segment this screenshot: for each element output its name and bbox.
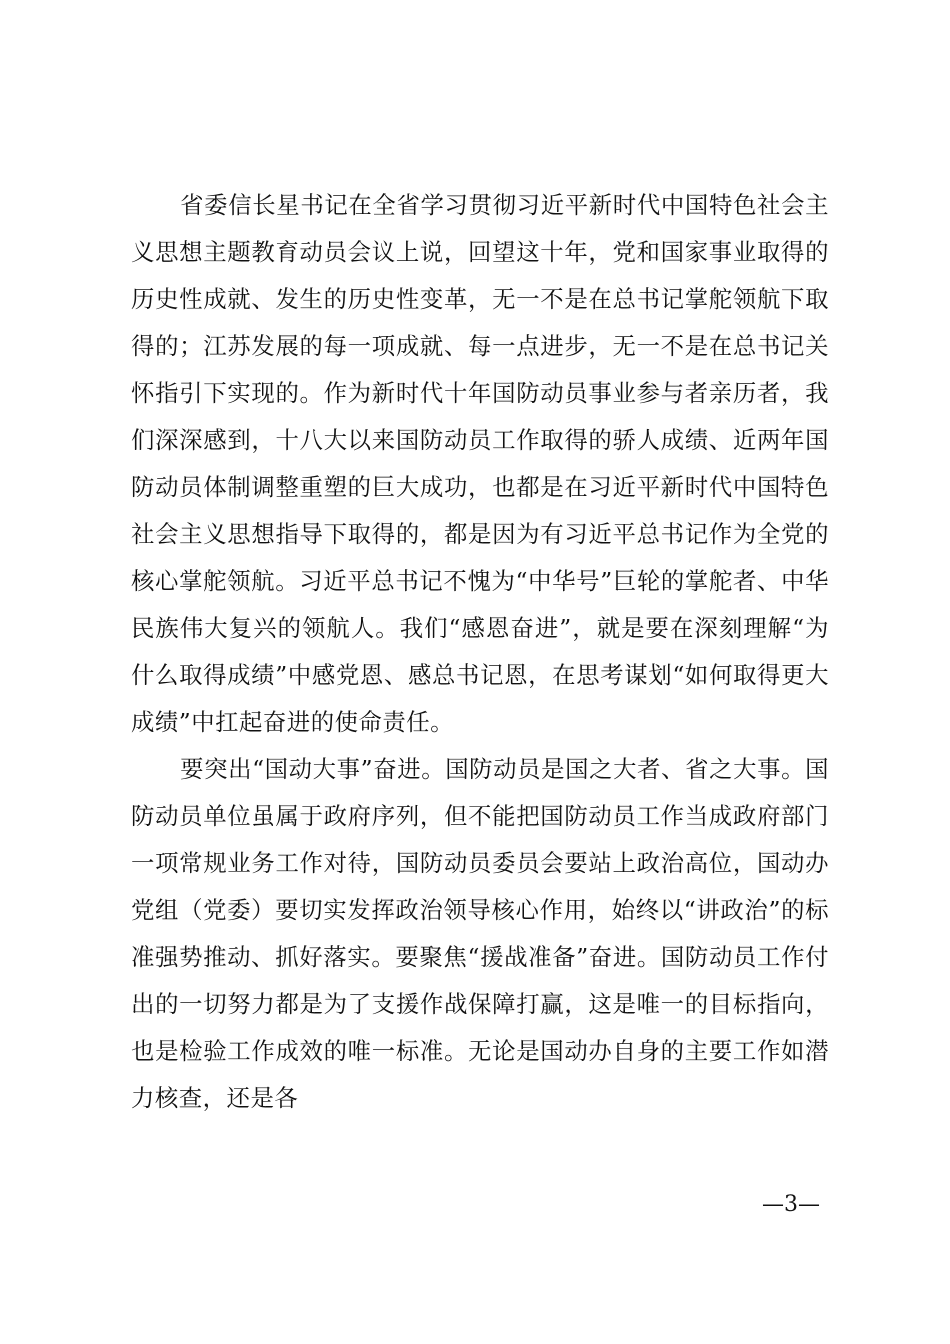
paragraph-2: 要突出“国动大事”奋进。国防动员是国之大者、省之大事。国防动员单位虽属于政府序列，但不能把国防动员工作当成政府部门一项常规业务工作对待，国防动员委员会要站上政治高位，国动办党组（党委）要切实发挥政治领导核心作用，始终以“讲政治”的标准强势推动、抓好落实。要聚焦“援战准备”奋进。国防动员工作付出的一切努力都是为了支援作战保障打赢，这是唯一的目标指向，也是检验工作成效的唯一标准。无论是国动办自身的主要工作如潜力核查，还是各 — [131, 755, 829, 1112]
paragraph-1: 省委信长星书记在全省学习贯彻习近平新时代中国特色社会主义思想主题教育动员会议上说，回望这十年，党和国家事业取得的历史性成就、发生的历史性变革，无一不是在总书记掌舵领航下取得的；江苏发展的每一项成就、每一点进步，无一不是在总书记关怀指引下实现的。作为新时代十年国防动员事业参与者亲历者，我们深深感到，十八大以来国防动员工作取得的骄人成绩、近两年国防动员体制调整重塑的巨大成功，也都是在习近平新时代中国特色社会主义思想指导下取得的，都是因为有习近平总书记作为全党的核心掌舵领航。习近平总书记不愧为“中华号”巨轮的掌舵者、中华民族伟大复兴的领航人。我们“感恩奋进”，就是要在深刻理解“为什么取得成绩”中感党恩、感总书记恩，在思考谋划“如何取得更大成绩”中扛起奋进的使命责任。 — [131, 191, 829, 736]
page-number: —3— — [762, 1192, 820, 1217]
body-text — [131, 182, 829, 1122]
